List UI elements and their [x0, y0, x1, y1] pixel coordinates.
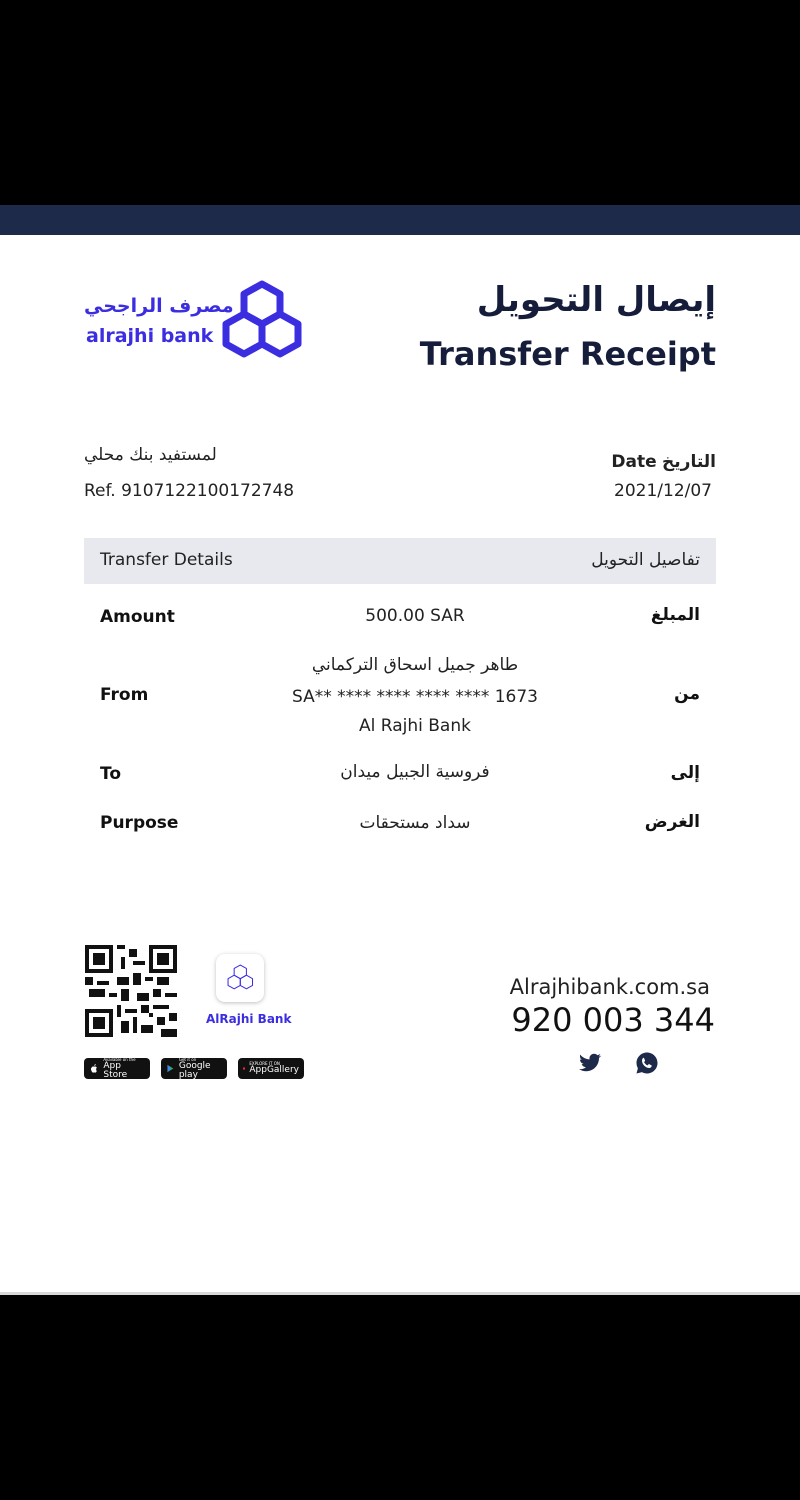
page-title: Transfer Receipt [419, 335, 716, 373]
phone-number[interactable]: 920 003 344 [511, 1001, 715, 1039]
google-play-badge[interactable] [161, 1058, 227, 1079]
to-label-ar: إلى [670, 763, 700, 783]
alrajhi-logo-icon [220, 278, 304, 362]
from-label: From [100, 685, 149, 705]
reference-number: Ref. 9107122100172748 [84, 481, 295, 501]
purpose-label: Purpose [100, 813, 179, 833]
details-header-ar: تفاصيل التحويل [591, 550, 700, 570]
from-iban: SA** **** **** **** **** 1673 [291, 687, 539, 707]
alrajhi-app-icon [216, 954, 264, 1002]
website-link[interactable]: Alrajhibank.com.sa [509, 975, 710, 999]
app-gallery-badge-small: EXPLORE IT ON [249, 1061, 280, 1066]
from-label-ar: من [674, 684, 700, 704]
logo-text-en: alrajhi bank [86, 325, 214, 347]
qr-code-icon [85, 945, 177, 1037]
date-label [611, 452, 716, 472]
top-band [0, 205, 800, 235]
apple-icon [89, 1063, 99, 1074]
to-value: فروسية الجبيل ميدان [340, 762, 490, 782]
twitter-icon[interactable] [579, 1051, 603, 1075]
google-play-badge-small: Get it on [178, 1056, 197, 1062]
amount-label: Amount [100, 607, 175, 627]
app-store-badge-small: Available on the [103, 1056, 136, 1062]
beneficiary-type: لمستفيد بنك محلي [84, 445, 217, 465]
app-icon-tile[interactable] [216, 954, 264, 1002]
app-store-badge-label: App Store [103, 1060, 128, 1080]
from-name: طاهر جميل اسحاق التركماني [311, 655, 519, 675]
date-value: 2021/12/07 [614, 481, 712, 501]
details-header-en: Transfer Details [100, 550, 233, 570]
app-store-badge[interactable] [84, 1058, 150, 1079]
logo-text-ar: مصرف الراجحي [84, 295, 234, 317]
amount-value: 500.00 SAR [365, 606, 465, 626]
app-gallery-badge-label: AppGallery [249, 1065, 299, 1075]
amount-label-ar: المبلغ [650, 605, 700, 625]
to-label: To [100, 764, 122, 784]
date-label-en: Date [611, 452, 657, 472]
google-play-icon [166, 1063, 175, 1074]
huawei-icon [243, 1063, 245, 1074]
google-play-badge-label: Google play [178, 1060, 211, 1080]
date-label-ar: التاريخ [662, 452, 716, 472]
app-name: AlRajhi Bank [206, 1012, 292, 1026]
purpose-label-ar: الغرض [644, 812, 700, 832]
from-bank: Al Rajhi Bank [359, 716, 471, 736]
whatsapp-icon[interactable] [635, 1051, 659, 1075]
purpose-value: سداد مستحقات [359, 813, 471, 833]
app-gallery-badge[interactable] [238, 1058, 304, 1079]
sheet-bottom-edge [0, 1292, 800, 1295]
page-title-ar: إيصال التحويل [476, 280, 716, 320]
